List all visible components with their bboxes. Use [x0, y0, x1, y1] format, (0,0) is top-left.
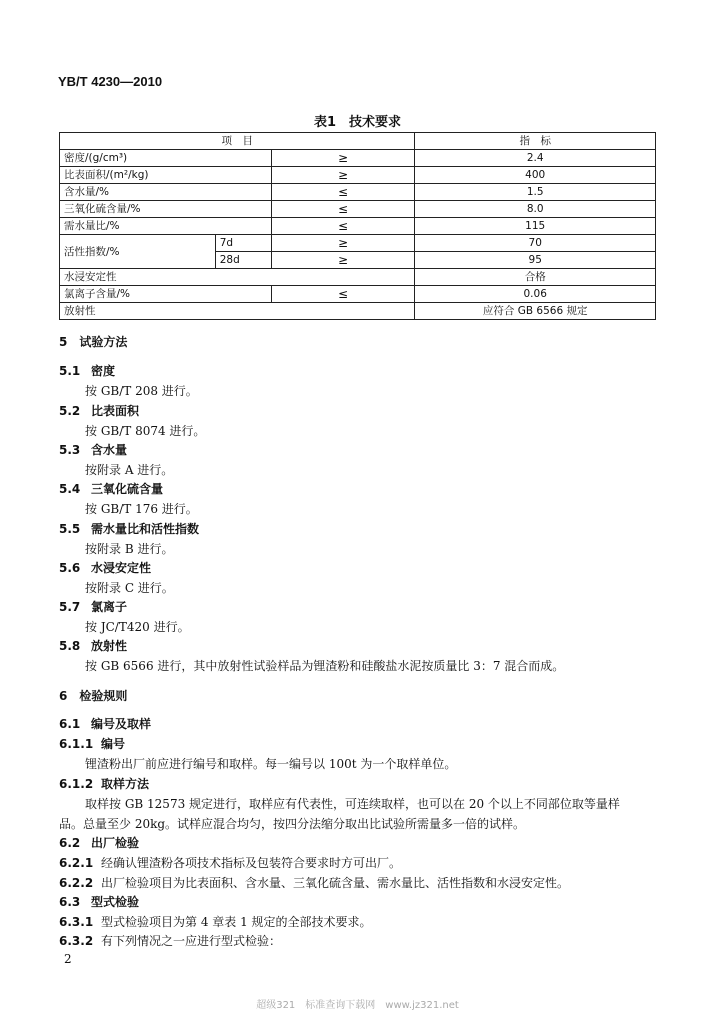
table-row	[60, 150, 656, 167]
clause-number: 5.2	[59, 404, 81, 418]
clause-number: 6.1.2	[59, 777, 94, 791]
row-value: 400	[415, 167, 656, 184]
row-name: 放射性	[60, 303, 415, 320]
clause-title: 出厂检验	[91, 836, 140, 850]
clause-title: 取样方法	[101, 777, 150, 791]
row-symbol: ≤	[271, 184, 415, 201]
clause-title: 水浸安定性	[91, 561, 152, 575]
clause-body: 出厂检验项目为比表面积、含水量、三氧化硫含量、需水量比、活性指数和水浸安定性。	[101, 876, 570, 890]
section-6-heading: 6 检验规则	[59, 689, 128, 703]
header-index: 指 标	[415, 133, 656, 150]
table-row	[60, 218, 656, 235]
row-symbol: ≤	[271, 218, 415, 235]
row-symbol: ≥	[271, 167, 415, 184]
clause-body: 型式检验项目为第 4 章表 1 规定的全部技术要求。	[101, 915, 372, 929]
row-symbol: ≥	[271, 235, 415, 252]
row-symbol: ≤	[271, 201, 415, 218]
row-value: 8.0	[415, 201, 656, 218]
clause-number: 5.1	[59, 364, 81, 378]
clause-text	[59, 913, 372, 930]
header-item: 项 目	[60, 133, 415, 150]
clause-heading	[59, 480, 163, 497]
clause-number: 6.3.1	[59, 915, 94, 929]
clause-text	[59, 932, 281, 949]
clause-text: 按 GB/T 176 进行。	[85, 502, 198, 516]
clause-number: 6.2.2	[59, 876, 94, 890]
technical-requirements-table	[59, 132, 656, 320]
clause-heading	[59, 637, 127, 654]
row-name: 比表面积/(m²/kg)	[60, 167, 272, 184]
row-value: 115	[415, 218, 656, 235]
row-value: 70	[415, 235, 656, 252]
clause-number: 5.4	[59, 482, 81, 496]
row-age: 7d	[215, 235, 271, 252]
clause-text: 按 GB/T 8074 进行。	[85, 424, 206, 438]
clause-number: 5.8	[59, 639, 81, 653]
clause-text: 按 JC/T420 进行。	[85, 620, 190, 634]
clause-heading	[59, 735, 125, 752]
page-number: 2	[64, 952, 72, 966]
clause-text: 按 GB/T 208 进行。	[85, 384, 198, 398]
table-row	[60, 235, 656, 252]
clause-number: 6.3.2	[59, 934, 94, 948]
row-age: 28d	[215, 252, 271, 269]
clause-number: 5.3	[59, 443, 81, 457]
clause-title: 含水量	[91, 443, 128, 457]
clause-number: 6.2.1	[59, 856, 94, 870]
table-row	[60, 286, 656, 303]
clause-text: 取样按 GB 12573 规定进行，取样应有代表性，可连续取样，也可以在 20 个以上不同部位取等量样	[85, 797, 620, 811]
table-caption: 表1 技术要求	[313, 115, 402, 130]
clause-number: 6.1	[59, 717, 81, 731]
section-5-heading: 5 试验方法	[59, 335, 128, 349]
clause-body: 经确认锂渣粉各项技术指标及包装符合要求时方可出厂。	[101, 856, 402, 870]
clause-heading	[59, 893, 139, 910]
clause-heading	[59, 775, 149, 792]
watermark-footer: 超级321 标准查询下载网 www.jz321.net	[256, 1000, 459, 1011]
clause-heading	[59, 362, 115, 379]
clause-number: 6.1.1	[59, 737, 94, 751]
clause-text: 按附录 A 进行。	[85, 463, 174, 477]
clause-title: 三氧化硫含量	[91, 482, 164, 496]
clause-text: 按 GB 6566 进行，其中放射性试验样品为锂渣粉和硅酸盐水泥按质量比 3：7 混合而成。	[85, 659, 565, 673]
clause-heading	[59, 598, 127, 615]
table-header-row	[60, 133, 656, 150]
clause-number: 6.2	[59, 836, 81, 850]
row-value: 0.06	[415, 286, 656, 303]
row-name: 水浸安定性	[60, 269, 415, 286]
row-value: 1.5	[415, 184, 656, 201]
clause-title: 密度	[91, 364, 116, 378]
clause-title: 型式检验	[91, 895, 140, 909]
clause-title: 需水量比和活性指数	[91, 522, 200, 536]
clause-text: 按附录 C 进行。	[85, 581, 174, 595]
clause-title: 比表面积	[91, 404, 140, 418]
table-row	[60, 303, 656, 320]
clause-heading	[59, 715, 151, 732]
clause-heading	[59, 520, 199, 537]
clause-text: 锂渣粉出厂前应进行编号和取样。每一编号以 100t 为一个取样单位。	[85, 757, 457, 771]
clause-text: 按附录 B 进行。	[85, 542, 174, 556]
row-name: 需水量比/%	[60, 218, 272, 235]
clause-heading	[59, 402, 139, 419]
clause-text: 品。总量至少 20kg。试样应混合均匀，按四分法缩分取出比试验所需量多一倍的试样。	[59, 817, 526, 831]
clause-heading	[59, 441, 127, 458]
row-name: 含水量/%	[60, 184, 272, 201]
clause-text	[59, 854, 401, 871]
clause-title: 编号及取样	[91, 717, 152, 731]
clause-number: 6.3	[59, 895, 81, 909]
clause-heading	[59, 559, 151, 576]
clause-title: 氯离子	[91, 600, 128, 614]
clause-number: 5.5	[59, 522, 81, 536]
row-value: 合格	[415, 269, 656, 286]
clause-title: 编号	[101, 737, 126, 751]
row-name: 活性指数/%	[60, 235, 216, 269]
row-value: 应符合 GB 6566 规定	[415, 303, 656, 320]
clause-body: 有下列情况之一应进行型式检验：	[101, 934, 282, 948]
clause-title: 放射性	[91, 639, 128, 653]
row-name: 三氧化硫含量/%	[60, 201, 272, 218]
row-name: 密度/(g/cm³)	[60, 150, 272, 167]
row-value: 2.4	[415, 150, 656, 167]
clause-text	[59, 874, 569, 891]
clause-number: 5.6	[59, 561, 81, 575]
clause-number: 5.7	[59, 600, 81, 614]
row-value: 95	[415, 252, 656, 269]
row-name: 氯离子含量/%	[60, 286, 272, 303]
table-row	[60, 269, 656, 286]
row-symbol: ≥	[271, 150, 415, 167]
clause-heading	[59, 834, 139, 851]
table-row	[60, 167, 656, 184]
row-symbol: ≤	[271, 286, 415, 303]
row-symbol: ≥	[271, 252, 415, 269]
table-row	[60, 201, 656, 218]
table-row	[60, 184, 656, 201]
document-code-header: YB/T 4230—2010	[58, 74, 163, 89]
